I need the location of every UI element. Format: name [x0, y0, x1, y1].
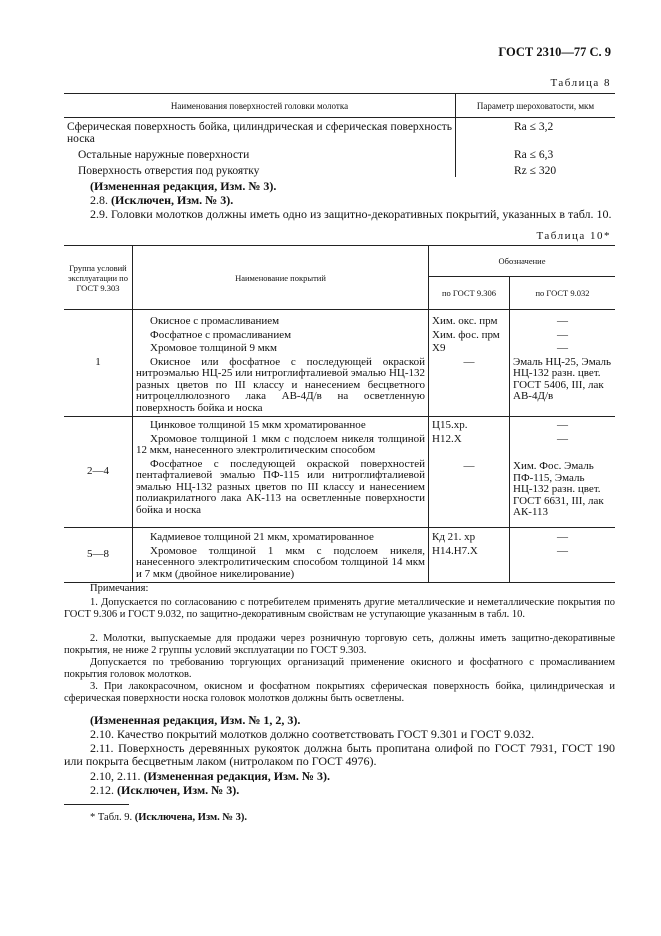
gost9306-value: Х9 [432, 342, 446, 354]
table8-cell-value: Rz ≤ 320 [514, 165, 557, 177]
paragraph-number: 2.8. [90, 193, 108, 207]
paragraph-text: (Исключен, Изм. № 3). [111, 193, 234, 207]
note-3: 3. При лакокрасочном, окисном и фосфатном покрытиях сферическая поверхность бойка, цилиндрическая и сферическая поверхности носка головок молотков должны быть осветлены. [64, 681, 615, 704]
table10-group: 5—8 [64, 528, 133, 583]
paragraph-2-8 [90, 194, 233, 207]
paragraph-2-10-2-11 [90, 770, 330, 783]
coating-name: Хромовое толщиной 9 мкм [150, 342, 277, 354]
gost9306-value: Хим. окс. прм [432, 315, 498, 327]
edit-note: (Измененная редакция, Изм. № 3). [90, 179, 277, 193]
table8 [64, 93, 615, 177]
gost9032-value: — [557, 544, 568, 557]
note-2b: Допускается по требованию торгующих организаций применение окисного и фосфатного с промасливанием покрытия головок молотков. [64, 657, 615, 680]
gost9306-value: Хим. фос. прм [432, 328, 500, 341]
footnote [90, 812, 247, 824]
table-row [64, 161, 615, 177]
coating-name: Цинковое толщиной 15 мкм хроматированное [150, 419, 366, 431]
table8-col2: Параметр шероховатости, мкм [456, 94, 616, 118]
coating-name: Окисное с промасливанием [150, 315, 280, 327]
gost9306-value: — [463, 355, 475, 368]
coating-name: Фосфатное с промасливанием [150, 328, 292, 341]
table8-caption: Таблица 8 [550, 77, 611, 89]
table10-caption: Таблица 10* [536, 230, 611, 242]
coating-name: Кадмиевое толщиной 21 мкм, хроматированное [150, 531, 374, 543]
gost9306-value: Н12.Х [432, 432, 462, 445]
table-row [64, 417, 615, 528]
table10-group: 1 [64, 310, 133, 417]
paragraph-2-12 [90, 784, 239, 797]
table10 [64, 245, 615, 583]
table-row [64, 145, 615, 161]
footnote-ref: * Табл. 9. [90, 812, 133, 823]
table8-cell-name: Остальные наружные поверхности [64, 145, 456, 161]
table8-cell-value: Ra ≤ 3,2 [514, 121, 554, 133]
paragraph-2-11: 2.11. Поверхность деревянных рукояток должна быть пропитана олифой по ГОСТ 7931, ГОСТ 190 или покрыта бесцветным лаком (нитролаком по ГОСТ 4976). [64, 741, 615, 768]
notes-title: Примечания: [90, 583, 149, 594]
paragraph-number: 2.12. [90, 783, 114, 797]
coating-name: Хромовое толщиной 1 мкм с подслоем никеля толщиной 12 мкм, нанесенного электролитическим способом [136, 432, 425, 456]
gost9306-value: — [463, 460, 475, 472]
page-header: ГОСТ 2310—77 С. 9 [498, 45, 611, 59]
table-row [64, 118, 615, 146]
gost9032-value: Эмаль НЦ-25, Эмаль НЦ-132 разн. цвет. ГОСТ 5406, III, лак АВ-4Д/в [513, 355, 612, 402]
footnote-rule [64, 804, 129, 805]
table-row [64, 528, 615, 583]
table-row [64, 310, 615, 417]
gost9032-value: — [557, 531, 568, 543]
gost9306-value: Кд 21. хр [432, 531, 476, 543]
gost9032-value: — [557, 328, 568, 341]
paragraph-number: 2.10, 2.11. [90, 769, 141, 783]
gost9032-value: — [557, 419, 568, 431]
table10-group: 2—4 [64, 417, 133, 528]
coating-name: Хромовое толщиной 1 мкм с подслоем никеля, нанесенного электролитическим способом толщиной 14 мкм и 7 мкм (двойное никелирование) [136, 544, 425, 580]
gost9032-value: — [557, 315, 568, 327]
table8-col1: Наименования поверхностей головки молотка [64, 94, 456, 118]
table8-cell-value: Ra ≤ 6,3 [514, 149, 554, 161]
gost9032-value: — [557, 432, 568, 445]
paragraph-text: (Исключен, Изм. № 3). [117, 783, 240, 797]
paragraph-2-9: 2.9. Головки молотков должны иметь одно из защитно-декоративных покрытий, указанных в табл. 10. [90, 207, 612, 221]
gost9306-value: Ц15.хр. [432, 419, 468, 431]
table10-header-gost9306: по ГОСТ 9.306 [429, 277, 510, 310]
table10-header-group: Группа условий эксплуатации по ГОСТ 9.303 [64, 246, 133, 310]
table8-cell-name: Сферическая поверхность бойка, цилиндрическая и сферическая поверхность носка [64, 118, 456, 146]
table10-header-name: Наименование покрытий [133, 246, 429, 310]
coating-name: Фосфатное с последующей окраской поверхностей пентафталиевой эмалью ПФ-115 или нитроглифталиевой эмалью НЦ-132 разных цветов по III классу и нанесением полиакрилатного лака АК-113 на осветленные поверхности бойка и носка [136, 457, 425, 516]
paragraph-text: (Измененная редакция, Изм. № 3). [143, 769, 330, 783]
gost9032-value: — [557, 342, 568, 354]
note-2: 2. Молотки, выпускаемые для продажи через розничную торговую сеть, должны иметь защитно-декоративные покрытия, не ниже 2 группы условий эксплуатации по ГОСТ 9.303. [64, 633, 615, 656]
coating-name: Окисное или фосфатное с последующей окраской нитроэмалью НЦ-25 или нитроглифталиевой эмалью НЦ-132 разных цветов по III классу и нанесением бесцветного нитроцеллюлозного лака АВ-4Д/в на осветленную поверхность бойка и носка [136, 355, 425, 414]
note-1: 1. Допускается по согласованию с потребителем применять другие металлические и неметаллические покрытия по ГОСТ 9.306 и ГОСТ 9.032, по защитно-декоративным свойствам не уступающие указанным в табл. 10. [64, 597, 615, 620]
table10-header-gost9032: по ГОСТ 9.032 [510, 277, 616, 310]
paragraph-2-10: 2.10. Качество покрытий молотков должно соответствовать ГОСТ 9.301 и ГОСТ 9.032. [90, 727, 535, 741]
gost9306-value: Н14.Н7.Х [432, 544, 478, 557]
footnote-text: (Исключена, Изм. № 3). [134, 812, 247, 823]
table10-header-designation: Обозначение [429, 246, 616, 277]
table8-cell-name: Поверхность отверстия под рукоятку [64, 161, 456, 177]
gost9032-value: Хим. Фос. Эмаль ПФ-115, Эмаль НЦ-132 разн. цвет. ГОСТ 6631, III, лак АК-113 [513, 460, 604, 518]
edit-note: (Измененная редакция, Изм. № 1, 2, 3). [90, 713, 301, 727]
